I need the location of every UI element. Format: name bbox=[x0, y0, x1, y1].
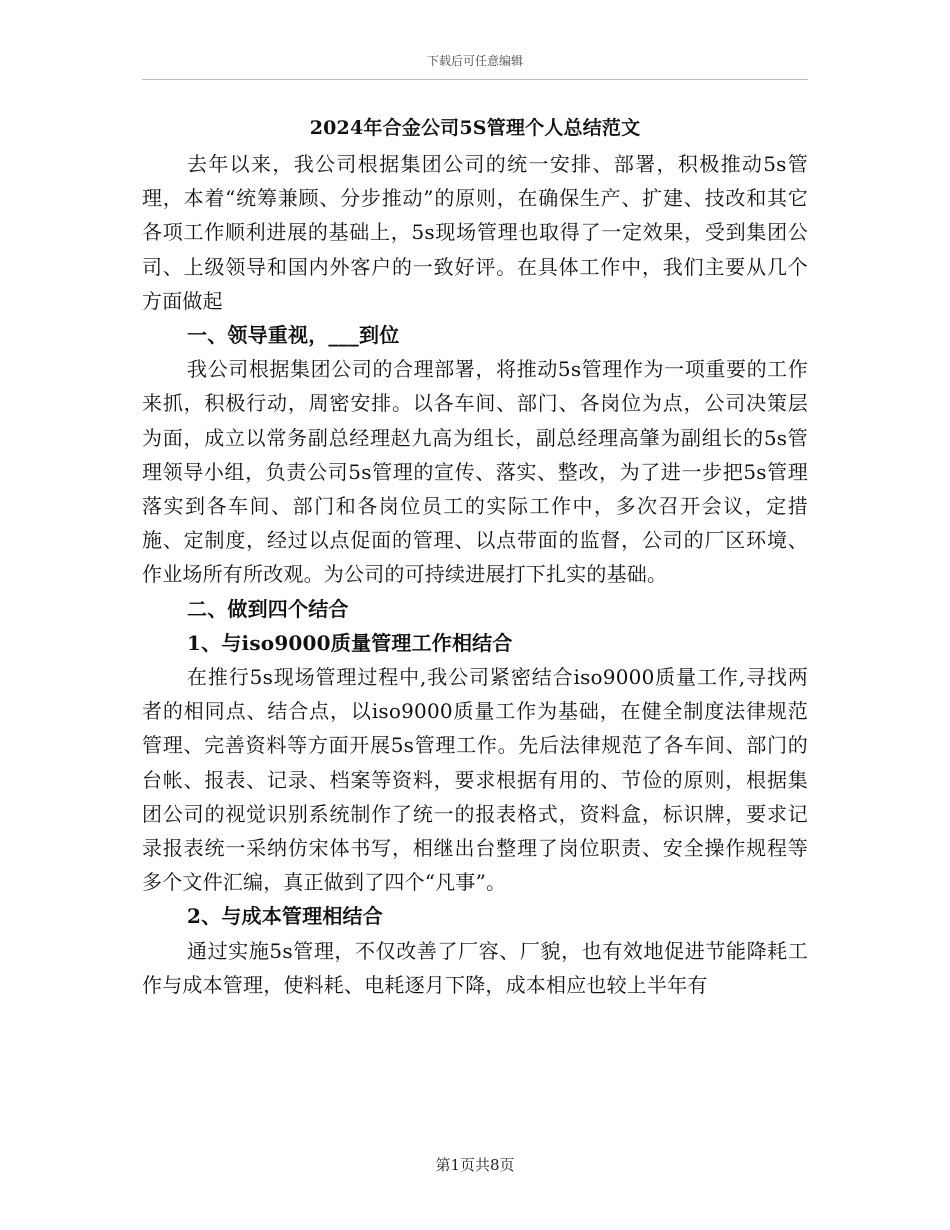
header-divider bbox=[142, 79, 808, 80]
page-header: 下载后可任意编辑 bbox=[426, 54, 523, 68]
page-footer: 第1页共8页 bbox=[435, 1156, 515, 1174]
intro-paragraph: 去年以来，我公司根据集团公司的统一安排、部署，积极推动5s管理，本着“统筹兼顾、分步推动”的原则，在确保生产、扩建、技改和其它各项工作顺利进展的基础上，5s现场管理也取得了一定效果，受到集团公司、上级领导和国内外客户的一致好评。在具体工作中，我们主要从几个方面做起 bbox=[142, 152, 808, 313]
section-heading-1: 一、领导重视，___到位 bbox=[187, 323, 400, 348]
document-body bbox=[142, 147, 808, 1002]
section-heading-2: 二、做到四个结合 bbox=[187, 596, 349, 621]
document-title: 2024年合金公司5S管理个人总结范文 bbox=[309, 117, 641, 139]
section-paragraph-1: 我公司根据集团公司的合理部署，将推动5s管理作为一项重要的工作来抓，积极行动，周密安排。以各车间、部门、各岗位为点，公司决策层为面，成立以常务副总经理赵九高为组长，副总经理高肇为副组长的5s管理领导小组，负责公司5s管理的宣传、落实、整改，为了进一步把5s管理落实到各车间、部门和各岗位员工的实际工作中，多次召开会议，定措施、定制度，经过以点促面的管理、以点带面的监督，公司的厂区环境、作业场所有所改观。为公司的可持续进展打下扎实的基础。 bbox=[142, 357, 808, 587]
subsection-heading-2-1: 1、与iso9000质量管理工作相结合 bbox=[187, 630, 513, 655]
subsection-paragraph-2-2: 通过实施5s管理，不仅改善了厂容、厂貌，也有效地促进节能降耗工作与成本管理，使料耗、电耗逐月下降，成本相应也较上半年有 bbox=[142, 938, 808, 997]
subsection-heading-2-2: 2、与成本管理相结合 bbox=[187, 904, 383, 929]
subsection-paragraph-2-1: 在推行5s现场管理过程中,我公司紧密结合iso9000质量工作,寻找两者的相同点、结合点，以iso9000质量工作为基础，在健全制度法律规范管理、完善资料等方面开展5s管理工作。先后法律规范了各车间、部门的台帐、报表、记录、档案等资料，要求根据有用的、节俭的原则，根据集团公司的视觉识别系统制作了统一的报表格式，资料盒，标识牌，要求记录报表统一采纳仿宋体书写，相继出台整理了岗位职责、安全操作规程等多个文件汇编，真正做到了四个“凡事”。 bbox=[142, 665, 808, 895]
